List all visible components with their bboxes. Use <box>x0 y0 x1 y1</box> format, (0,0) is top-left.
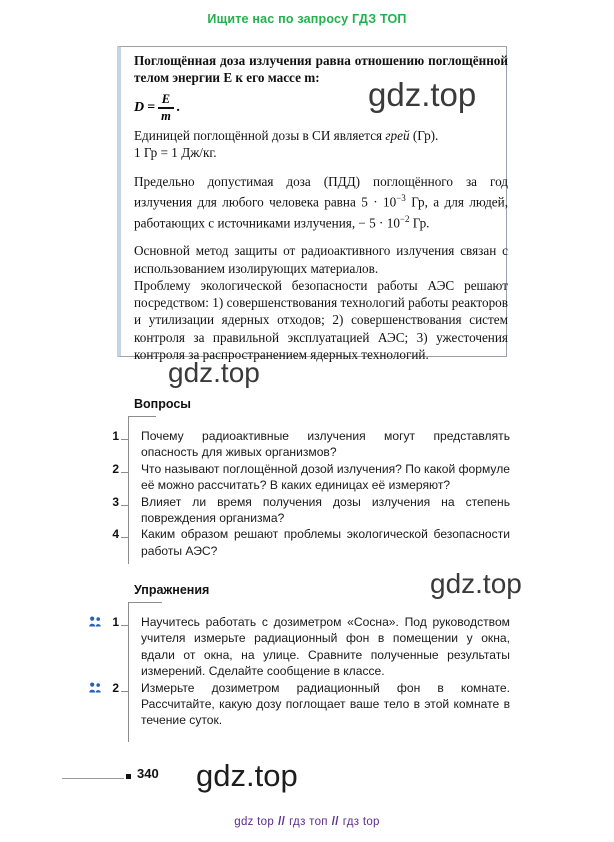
watermark: gdz.top <box>430 568 522 599</box>
page-number-marker <box>126 774 131 779</box>
pdd-sup2: −2 <box>399 213 410 224</box>
footer-separator: // <box>331 816 339 828</box>
gray-equals-line: 1 Гр = 1 Дж/кг. <box>134 145 217 161</box>
question-number: 1 <box>112 429 119 443</box>
page-number-rule <box>62 778 124 779</box>
footer-separator: // <box>278 816 286 828</box>
theory-content <box>134 52 508 363</box>
footer-link-left[interactable]: gdz top <box>234 816 275 828</box>
exercise-text: Измерьте дозиметром радиационный фон в комнате. Рассчитайте, какую дозу поглощает ваше тело в этой комнате в течение суток. <box>141 680 510 728</box>
protection-paragraph: Основной метод защиты от радиоактивного излучения связан с использованием изолирующих материалов. <box>134 243 508 276</box>
question-text: Что называют поглощённой дозой излучения? По какой формуле её можно рассчитать? В каких единицах её измеряют? <box>141 461 510 493</box>
exercises-list <box>112 602 510 742</box>
list-item <box>112 526 510 559</box>
question-number: 2 <box>112 461 119 476</box>
exercise-number: 1 <box>112 615 119 629</box>
formula-lhs: D <box>134 100 145 115</box>
formula-period: . <box>176 100 181 115</box>
exercises-heading: Упражнения <box>134 583 210 597</box>
question-text: Влияет ли время получения дозы излучения на степень повреждения организма? <box>141 494 510 526</box>
ecology-paragraph: Проблему экологической безопасности работы АЭС решают посредством: 1) совершенствования технологий работы реакторов и утилизации ядерных отходов; 2) совершенствования систем контроля за правильной эксплуатацией АЭС; 3) ужесточения контроля за распространением ядерных технологий. <box>134 277 508 363</box>
formula-equals: = <box>147 100 156 115</box>
exercise-dash <box>121 691 129 692</box>
group-icon <box>89 615 102 626</box>
watermark: gdz.top <box>168 357 260 388</box>
question-dash <box>121 472 129 473</box>
list-item <box>112 494 510 527</box>
footer-link-middle[interactable]: гдз топ <box>289 816 328 828</box>
questions-heading: Вопросы <box>134 397 191 411</box>
footer <box>0 816 614 828</box>
list-item <box>112 614 510 680</box>
formula-numerator: E <box>161 92 171 107</box>
footer-link-right[interactable]: гдз top <box>342 816 380 828</box>
question-dash <box>121 537 129 538</box>
questions-list <box>112 416 510 564</box>
formula-dose <box>134 91 508 125</box>
unit-post: (Гр). <box>409 128 439 143</box>
question-number: 4 <box>112 527 119 542</box>
unit-line <box>134 127 508 144</box>
exercise-text: Научитесь работать с дозиметром «Сосна». Под руководством учителя измерьте радиационный фон в помещении у окна, вдали от окна, на улице. Сравните полученные результаты измерений. Сделайте сообщение в классе. <box>141 615 510 679</box>
question-dash <box>121 505 129 506</box>
list-item <box>112 428 510 461</box>
unit-italic: грей <box>385 128 410 143</box>
pdd-sup1: −3 <box>396 192 406 203</box>
page-number: 340 <box>137 766 159 781</box>
definition-text: Поглощённая доза излучения равна отношению поглощённой телом энергии E к его массе m: <box>134 53 508 85</box>
promo-banner: Ищите нас по запросу ГДЗ ТОП <box>207 12 407 26</box>
question-text: Почему радиоактивные излучения могут представлять опасность для живых организмов? <box>141 429 510 460</box>
exercise-dash <box>121 625 129 626</box>
pdd-part3: Гр. <box>409 214 430 230</box>
exercise-number: 2 <box>112 680 119 695</box>
watermark: gdz.top <box>196 758 298 793</box>
group-icon <box>89 681 102 692</box>
formula-denominator: m <box>161 108 171 123</box>
pdd-part2: Гр, а для людей, работающих с источниками излучения, − 5 · 10 <box>134 194 508 230</box>
watermark: gdz.top <box>368 76 477 113</box>
unit-pre: Единицей поглощённой дозы в СИ является <box>134 128 386 143</box>
question-text: Каким образом решают проблемы экологической безопасности работы АЭС? <box>141 527 510 558</box>
question-number: 3 <box>112 494 119 509</box>
pdd-part1: Предельно допустимая доза (ПДД) поглощённого за год излучения для любого человека равна 5 · 10 <box>134 173 508 210</box>
question-dash <box>121 439 129 440</box>
pdd-paragraph <box>134 173 508 232</box>
list-item <box>112 680 510 729</box>
formula-fraction <box>158 93 174 123</box>
list-item <box>112 461 510 494</box>
